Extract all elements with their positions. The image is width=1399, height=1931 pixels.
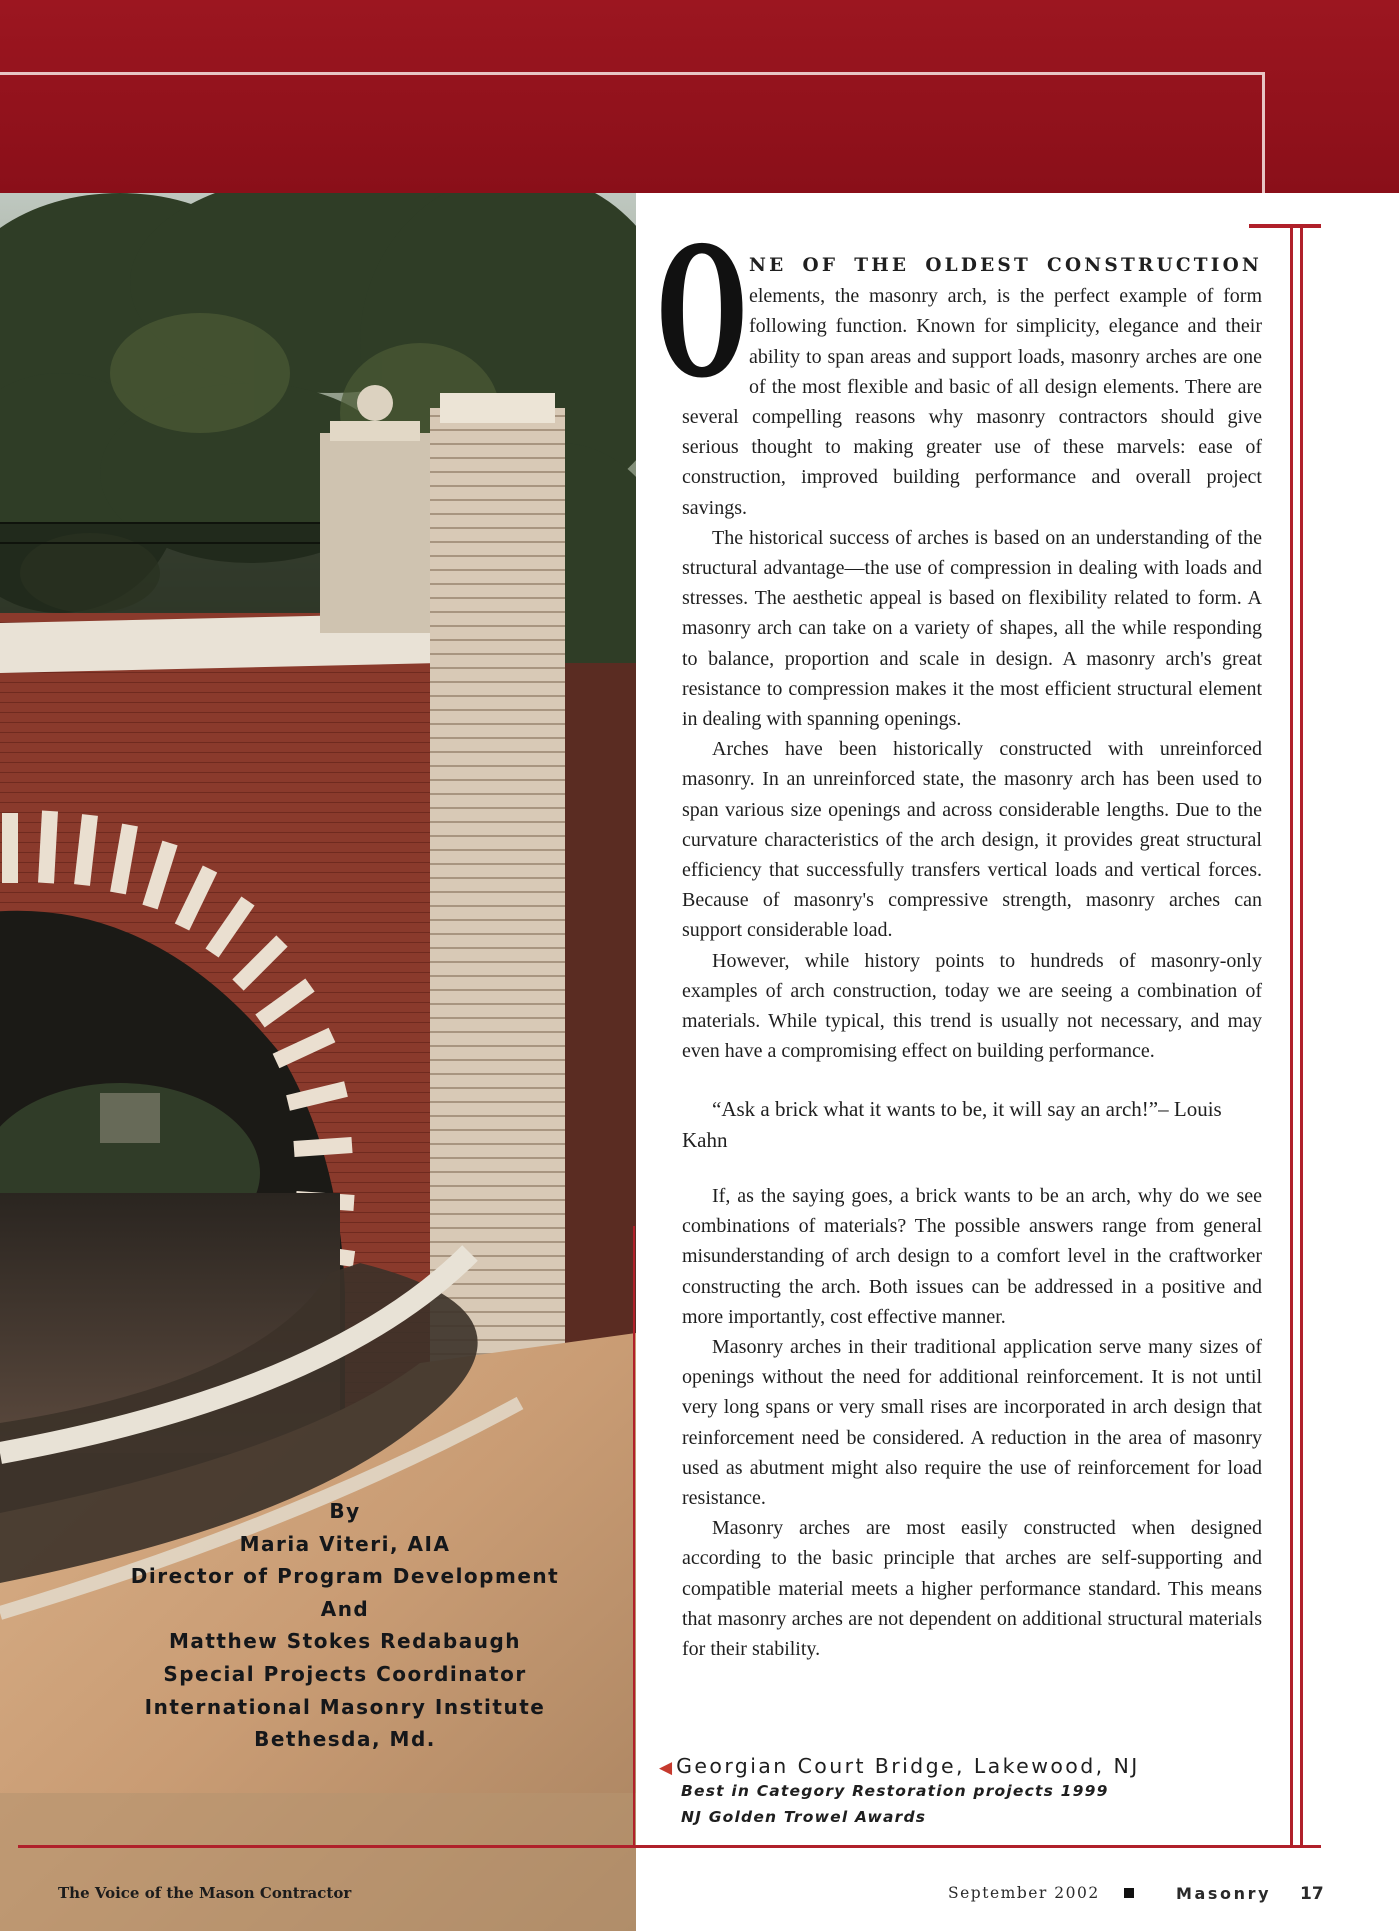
author-byline [90,1495,600,1756]
article-paragraph: Masonry arches are most easily constructed when designed according to the basic principle that arches are self-supporting and compatible material meets a higher performance standard. This means that masonry arches are not dependent on additional structural materials for their stability. [682,1517,1262,1660]
banner-rule-horizontal [0,72,1264,75]
byline-line: Maria Viteri, AIA [239,1531,451,1556]
issue-date: September 2002 [948,1884,1100,1902]
article-paragraph: Arches have been historically constructed with unreinforced masonry. In an unreinforced state, the masonry arch has been used to span various size openings and across considerable lengths. Due to the curvature characteristics of the arch design, it provides great structural efficiency that successfully transfers vertical loads and vertical forces. Because of masonry's compressive strength, masonry arches can support considerable load. [682,738,1262,942]
byline-line: Director of Program Development [130,1564,560,1589]
byline-line: And [320,1596,370,1621]
top-banner [0,0,1399,193]
caption-line: Best in Category Restoration projects 1999 [681,1782,1109,1800]
article-paragraph: Masonry arches in their traditional application serve many sizes of openings without the need for additional reinforcement. It is not until very long spans or very small rises are incorporated in arch design that reinforcement need be considered. A reduction in the area of masonry used as abutment might also require the use of reinforcement for load resistance. [682,1335,1262,1509]
square-bullet-icon [1124,1888,1134,1898]
article-paragraph: The historical success of arches is based on an understanding of the structural advantage—the use of compression in dealing with loads and stresses. The aesthetic appeal is based on flexibility related to form. A masonry arch can take on a variety of shapes, all the while responding to balance, proportion and scale in design. A masonry arch's great resistance to compression makes it the most efficient structural element in dealing with spanning openings. [682,526,1262,731]
magazine-tagline: The Voice of the Mason Contractor [58,1884,352,1902]
page-number: 17 [1300,1884,1324,1904]
drop-cap: O [657,208,747,417]
byline-line: Bethesda, Md. [254,1727,436,1752]
article-body [657,208,1262,1664]
frame-rule-vertical [1300,226,1303,1846]
byline-line: Matthew Stokes Redabaugh [168,1629,522,1654]
byline-line: By [329,1499,361,1523]
frame-rule-left [633,1226,635,1848]
article-paragraph [657,208,1262,523]
byline-line: International Masonry Institute [144,1694,546,1719]
frame-rule-top [1249,224,1321,228]
pull-quote: “Ask a brick what it wants to be, it will say an arch!”– Louis Kahn [682,1097,1222,1152]
paragraph-text: elements, the masonry arch, is the perfect example of form following function. Known for simplicity, elegance and their ability to span areas and support loads, masonry arches are one of the most flexible and basic of all design elements. There are several compelling reasons why masonry contractors should give serious thought to making greater use of these marvels: ease of construction, improved building performance and overall project savings. [682,285,1262,519]
caption-title: Georgian Court Bridge, Lakewood, NJ [676,1754,1140,1778]
frame-rule-bottom [18,1845,1321,1848]
frame-rule-vertical [1290,226,1293,1846]
article-paragraph: However, while history points to hundreds of masonry-only examples of arch construction, today we are seeing a combination of materials. While typical, this trend is usually not necessary, and may even have a compromising effect on building performance. [682,949,1262,1063]
banner-rule-vertical [1262,72,1265,193]
magazine-name: Masonry [1176,1884,1272,1903]
photo-caption [659,1754,1140,1830]
article-paragraph: If, as the saying goes, a brick wants to be an arch, why do we see combinations of materials? The possible answers range from general misunderstanding of arch design to a comfort level in the craftworker constructing the arch. Both issues can be addressed in a positive and more importantly, cost effective manner. [682,1184,1262,1328]
byline-line: Special Projects Coordinator [163,1661,527,1686]
triangle-left-icon: ◀ [659,1758,673,1778]
caption-line: NJ Golden Trowel Awards [681,1808,927,1826]
lead-in: NE OF THE OLDEST CONSTRUCTION [749,255,1262,276]
